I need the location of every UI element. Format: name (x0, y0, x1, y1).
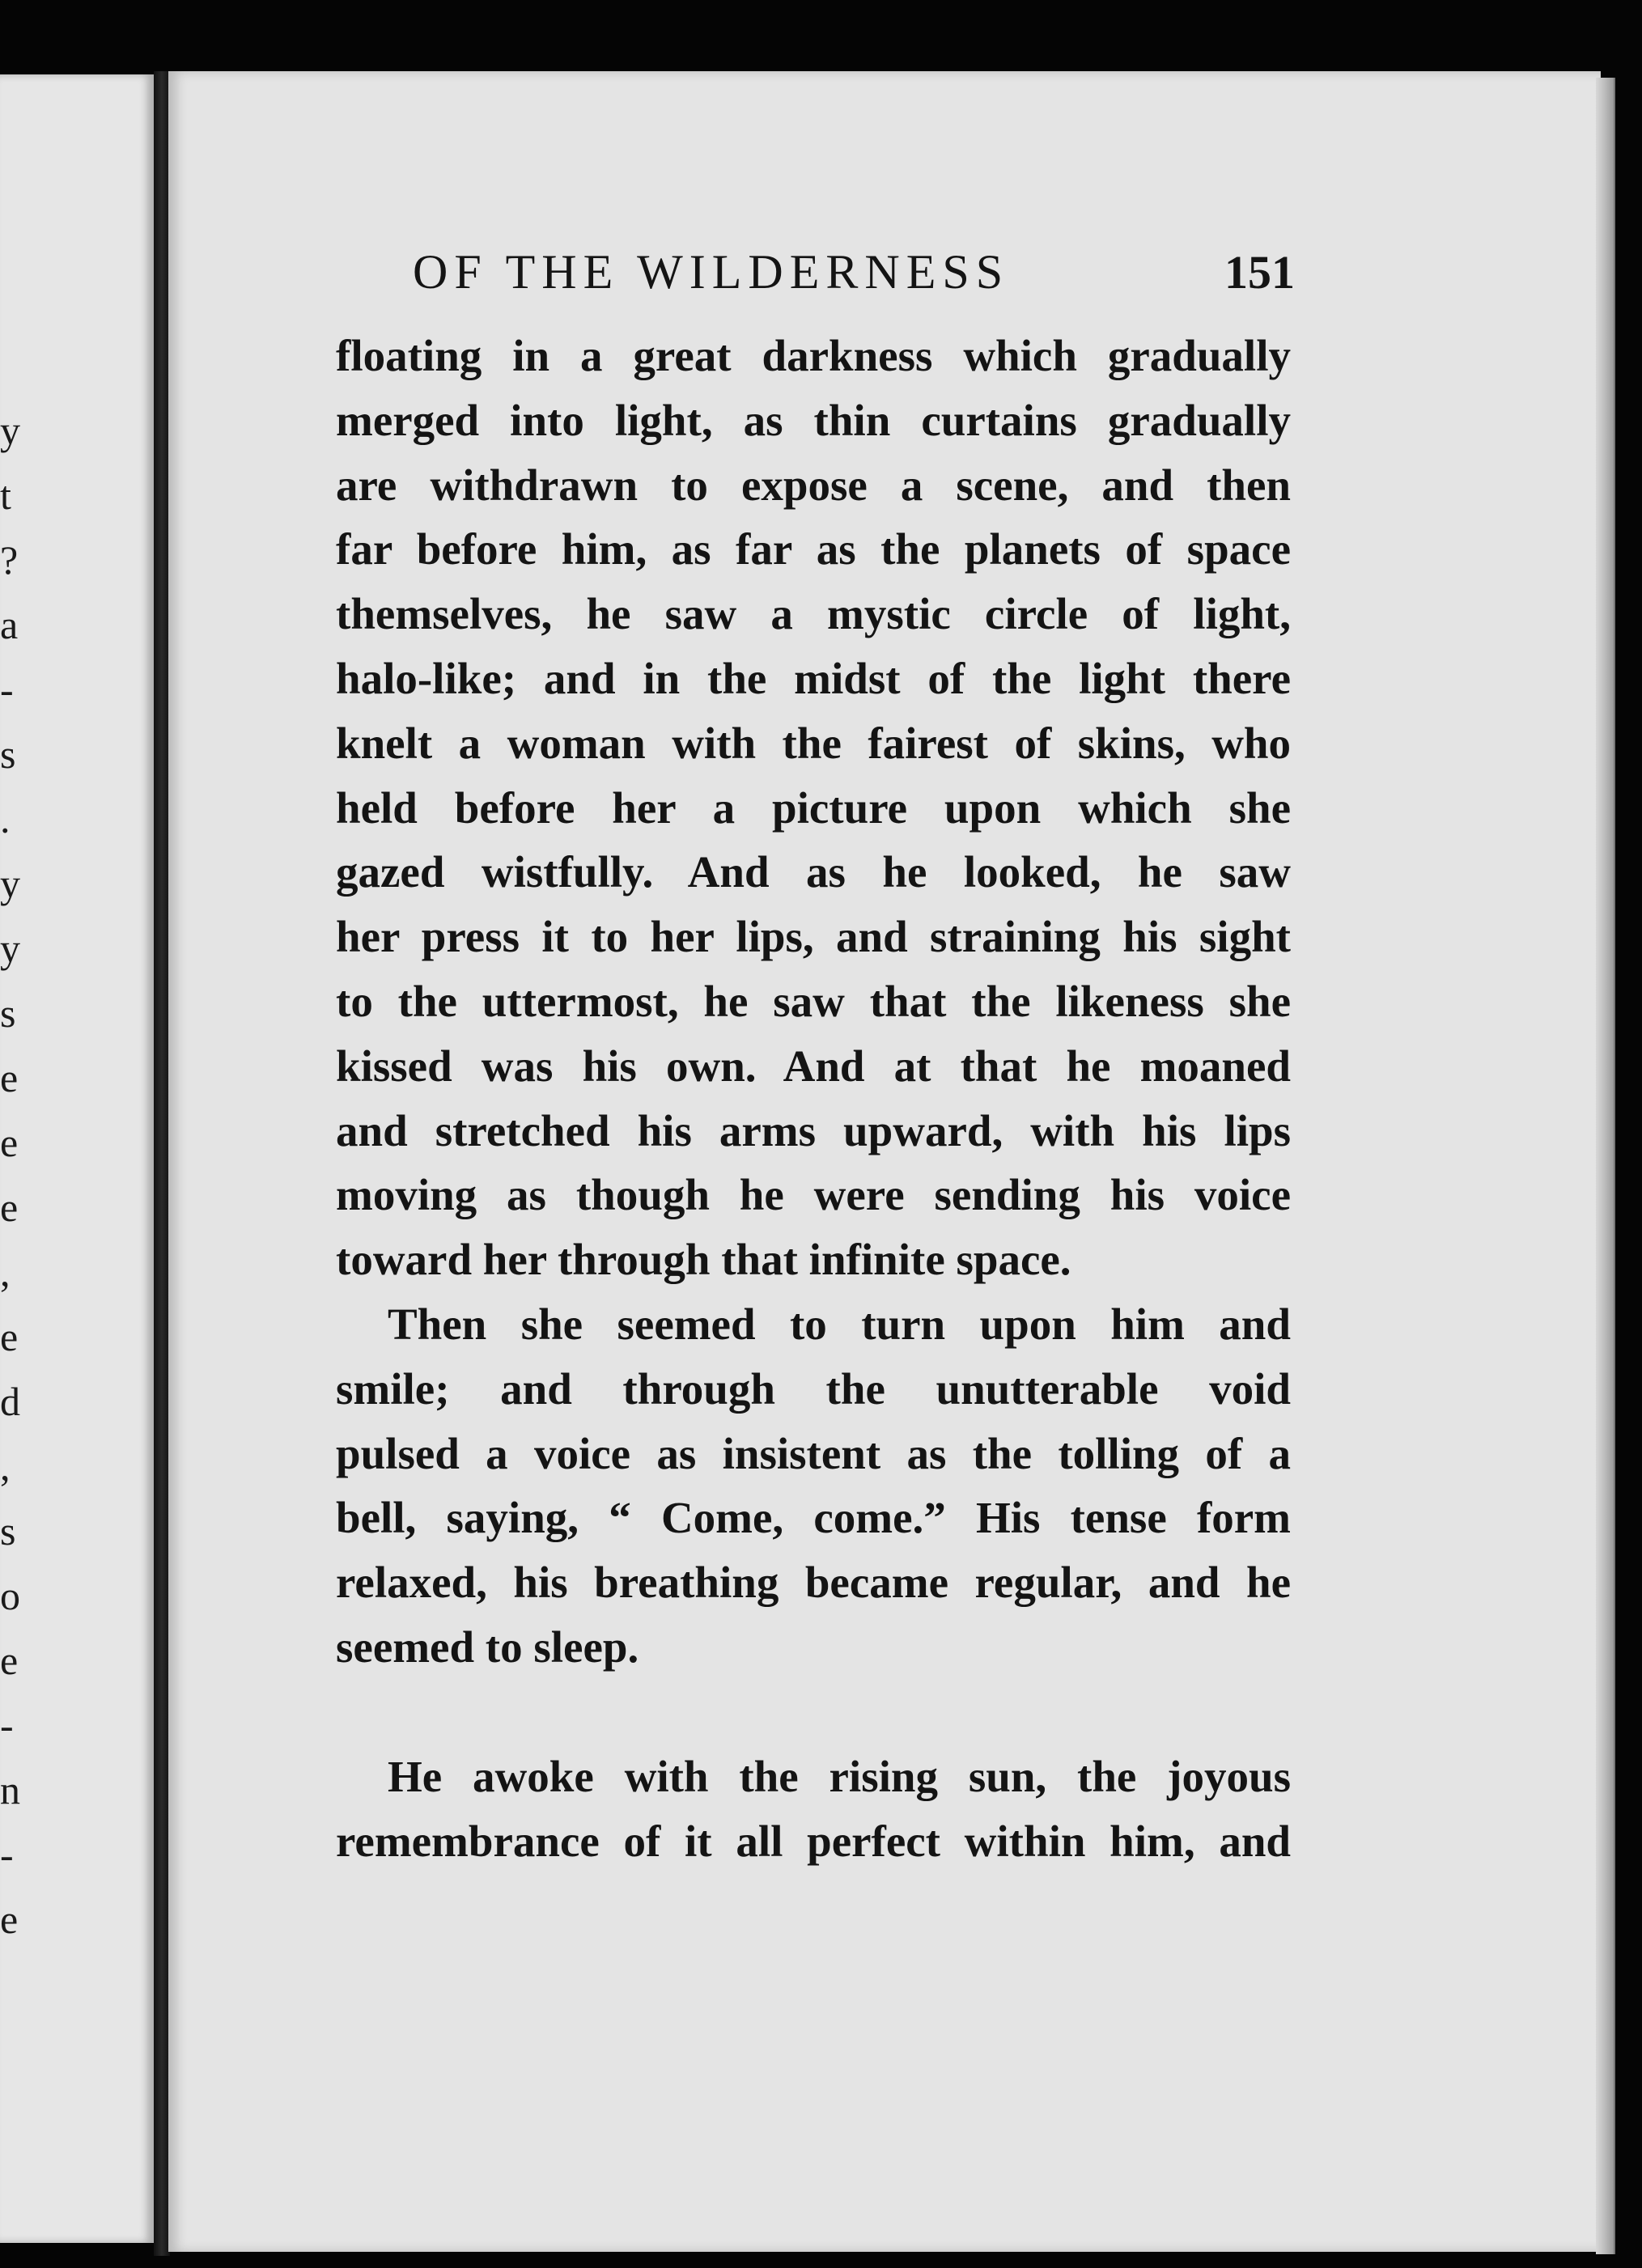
text-line: knelt a woman with the fairest of skins, who (336, 718, 1291, 768)
text-line: remembrance of it all perfect within him, and (336, 1816, 1291, 1866)
facing-page-edge (0, 74, 159, 2243)
facing-page-char: - (0, 1832, 14, 1877)
text-line: smile; and through the unutterable void (336, 1363, 1291, 1414)
text-line: relaxed, his breathing became regular, and he (336, 1558, 1291, 1608)
facing-page-char: e (0, 1055, 19, 1100)
running-head (413, 244, 1295, 309)
page-number: 151 (1224, 246, 1295, 299)
facing-page-char: , (0, 1443, 11, 1489)
facing-page-char: e (0, 1638, 19, 1683)
paragraph (336, 1292, 1291, 1680)
facing-page-char: s (0, 990, 16, 1036)
text-line: to the uttermost, he saw that the likeness she (336, 976, 1291, 1026)
facing-page-char: e (0, 1897, 19, 1942)
text-line: gazed wistfully. And as he looked, he saw (336, 847, 1291, 897)
text-line: moving as though he were sending his voice (336, 1170, 1291, 1220)
text-line: bell, saying, “ Come, come.” His tense form (336, 1493, 1291, 1543)
running-title: OF THE WILDERNESS (413, 245, 1010, 299)
text-line: seemed to sleep. (336, 1622, 639, 1672)
facing-page-char: s (0, 1508, 16, 1554)
text-line: halo-like; and in the midst of the light there (336, 653, 1291, 703)
text-line: kissed was his own. And at that he moaned (336, 1041, 1291, 1091)
facing-page-char: y (0, 408, 20, 453)
facing-page-char: d (0, 1379, 20, 1424)
book-gutter (154, 71, 170, 2256)
facing-page-cutoff-text (0, 398, 20, 1952)
text-line: far before him, as far as the planets of space (336, 524, 1291, 574)
text-line: and stretched his arms upward, with his lips (336, 1105, 1291, 1155)
facing-page-char: n (0, 1767, 20, 1812)
facing-page-char: - (0, 1702, 14, 1748)
text-line: her press it to her lips, and straining his sight (336, 912, 1291, 962)
text-line: He awoke with the rising sun, the joyous (388, 1751, 1291, 1801)
facing-page-char: e (0, 1314, 19, 1359)
facing-page-char: y (0, 861, 20, 906)
facing-page-char: t (0, 473, 11, 518)
body-text (336, 324, 1291, 1873)
text-line: floating in a great darkness which gradually (336, 331, 1291, 380)
text-line: Then she seemed to turn upon him and (388, 1299, 1291, 1349)
facing-page-char: o (0, 1573, 20, 1618)
text-line: held before her a picture upon which she (336, 782, 1291, 833)
facing-page-char: a (0, 602, 19, 647)
text-line: themselves, he saw a mystic circle of light, (336, 589, 1291, 639)
section-break (336, 1680, 1291, 1744)
text-line: pulsed a voice as insistent as the tolling of a (336, 1428, 1291, 1478)
facing-page-char: y (0, 926, 20, 971)
text-line: merged into light, as thin curtains gradually (336, 395, 1291, 445)
facing-page-char: , (0, 1249, 11, 1295)
facing-page-char: e (0, 1120, 19, 1165)
paragraph (336, 324, 1291, 1292)
text-line: toward her through that infinite space. (336, 1235, 1071, 1285)
paragraph (336, 1744, 1291, 1874)
facing-page-char: . (0, 796, 11, 841)
text-line: are withdrawn to expose a scene, and then (336, 460, 1291, 510)
facing-page-char: e (0, 1185, 19, 1230)
facing-page-char: - (0, 667, 14, 712)
page-stack-edge (1596, 78, 1615, 2254)
facing-page-char: ? (0, 537, 19, 583)
facing-page-char: s (0, 731, 16, 777)
